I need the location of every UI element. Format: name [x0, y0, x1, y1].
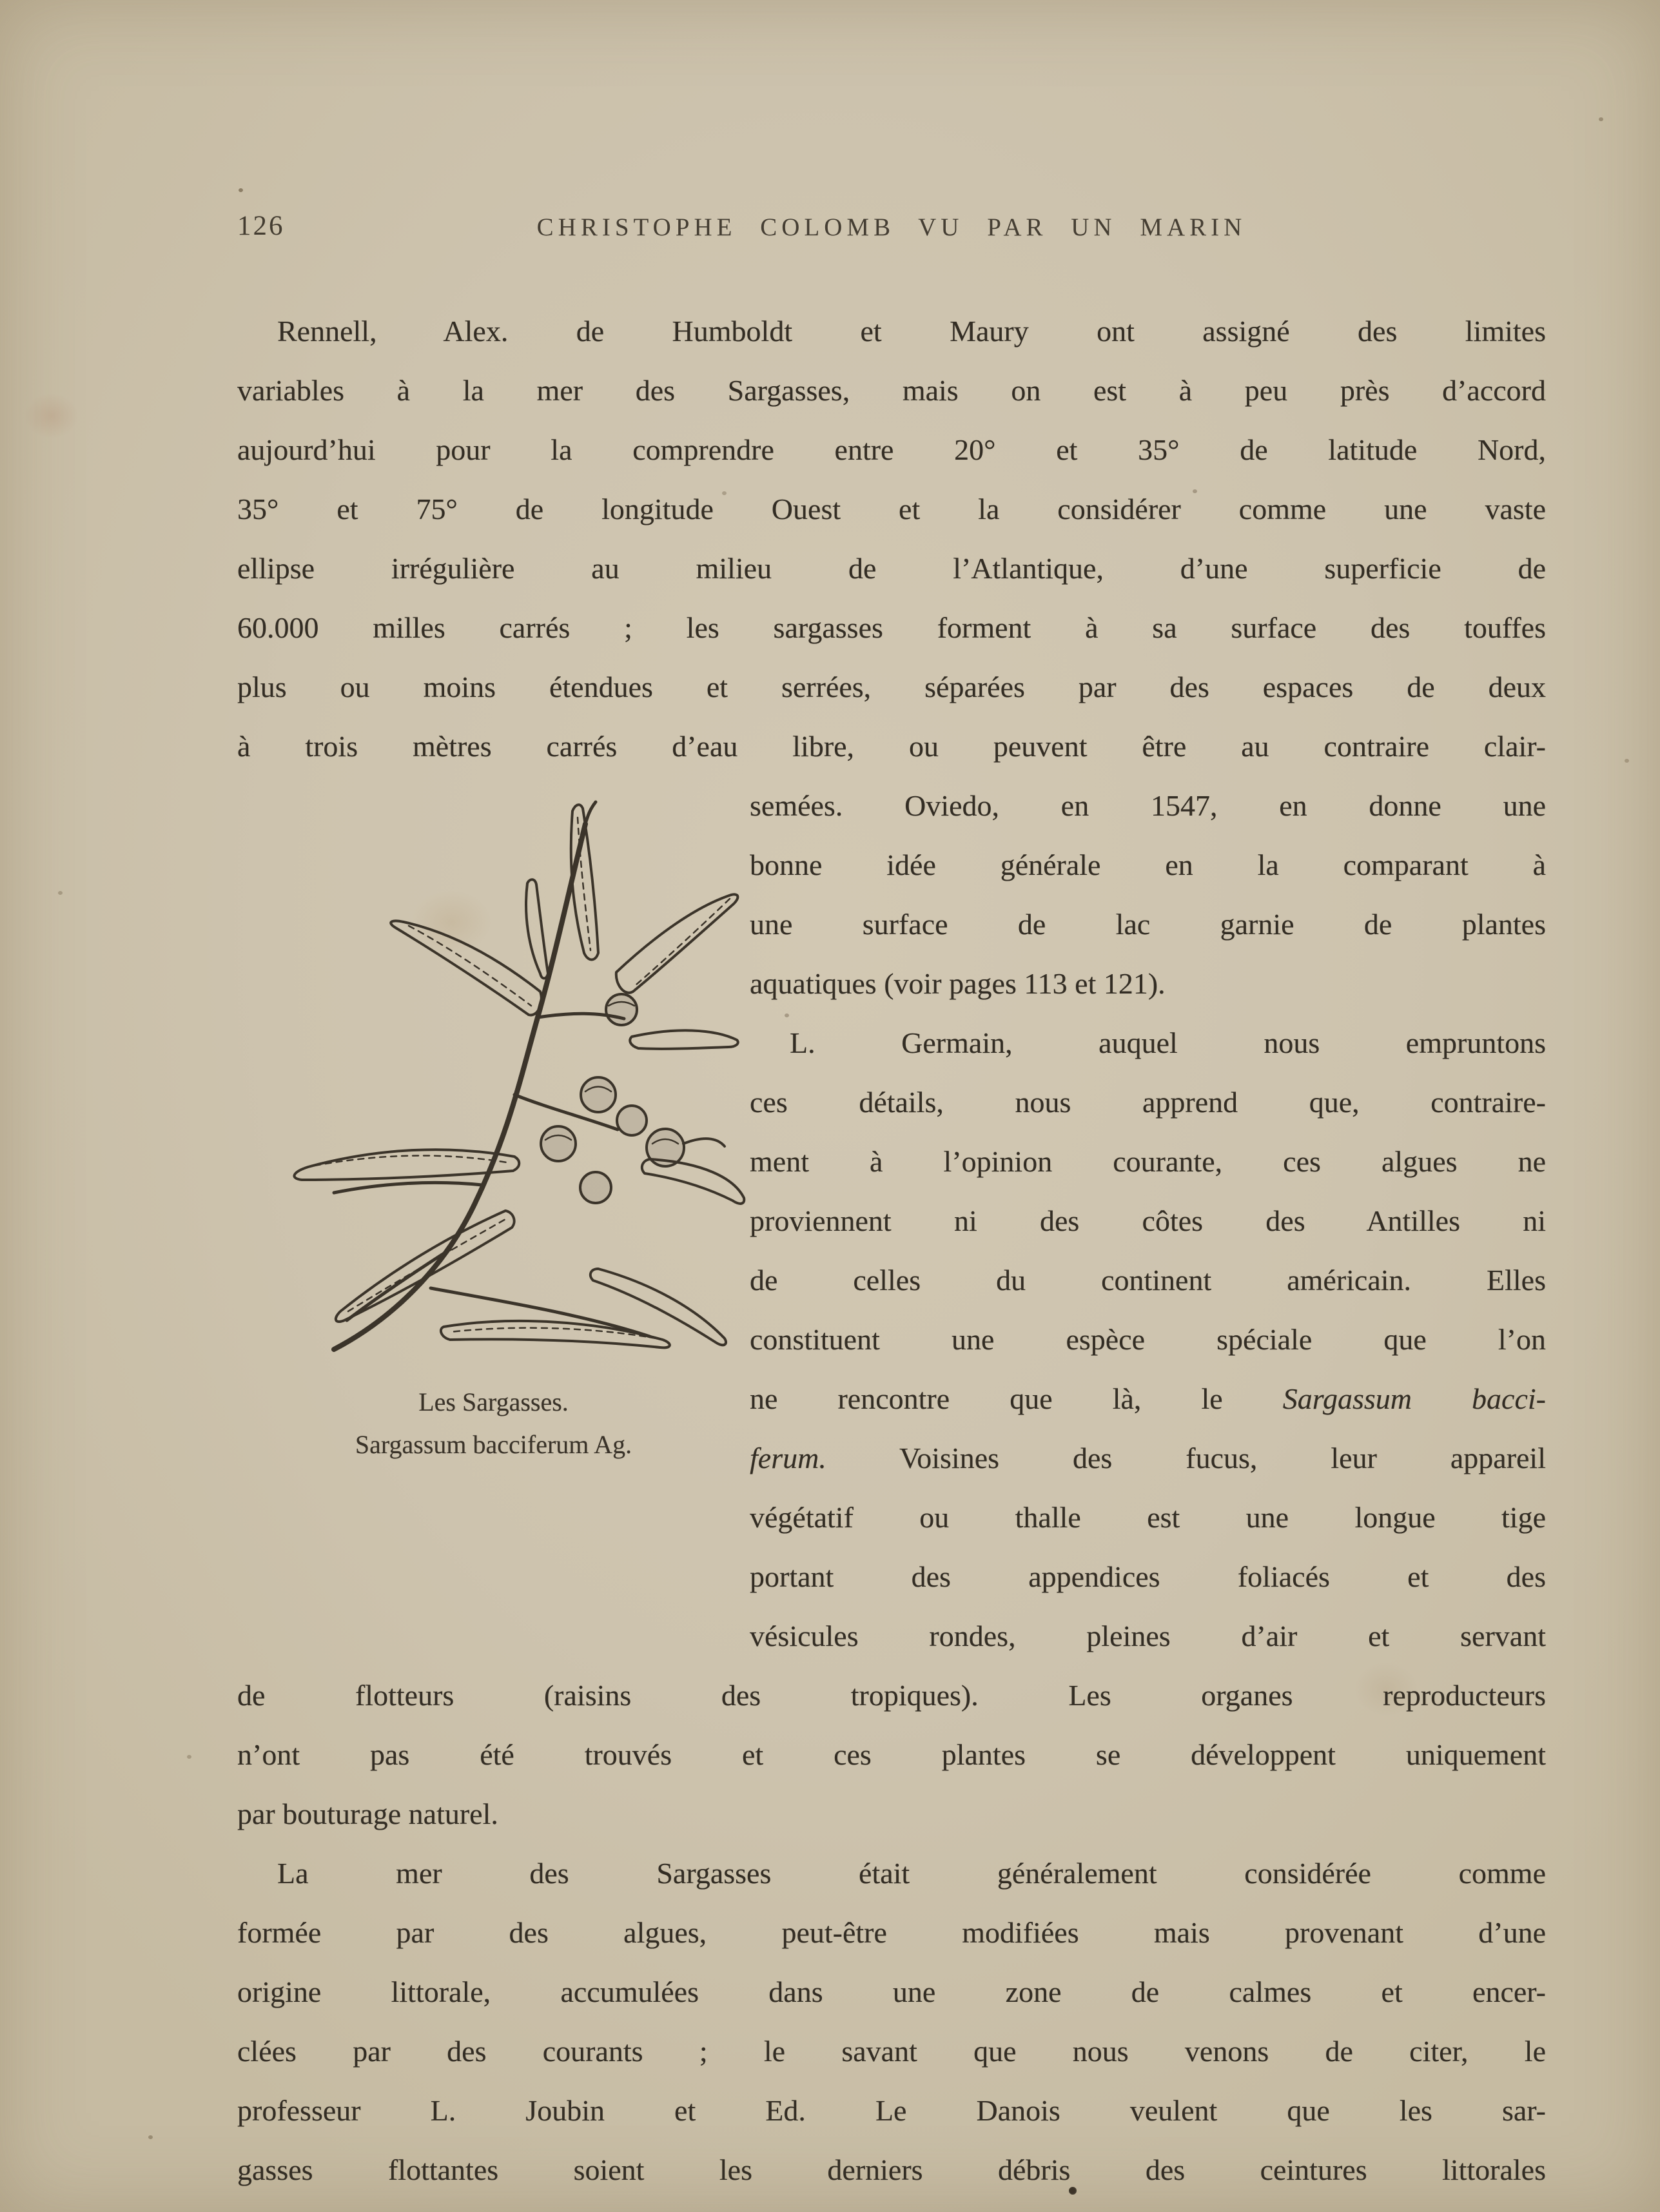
text-line: ellipse irrégulière au milieu de l’Atlantique, d’une superficie de — [237, 552, 1546, 585]
text-line: végétatif ou thalle est une longue tige — [750, 1501, 1546, 1534]
text-line: de flotteurs (raisins des tropiques). Les organes reproducteurs — [237, 1679, 1546, 1712]
text-line: formée par des algues, peut-être modifiées mais provenant d’une — [237, 1916, 1546, 1949]
paragraph-block-top — [237, 302, 1546, 776]
running-title: CHRISTOPHE COLOMB VU PAR UN MARIN — [536, 213, 1247, 241]
text-line: plus ou moins étendues et serrées, séparées par des espaces de deux — [237, 670, 1546, 703]
figure-block — [237, 776, 750, 1466]
text-line: ces détails, nous apprend que, contraire- — [750, 1086, 1546, 1119]
text-line: ferum. Voisines des fucus, leur appareil — [750, 1442, 1546, 1474]
text-line: n’ont pas été trouvés et ces plantes se développent uniquement — [237, 1738, 1546, 1771]
text-line: une surface de lac garnie de plantes — [750, 908, 1546, 941]
figure-caption-line2: Sargassum bacciferum Ag. — [355, 1430, 632, 1459]
paper-speck — [239, 188, 243, 192]
body-text — [237, 302, 1546, 2200]
paragraph-block-mid — [237, 1666, 1546, 1844]
text-line: ment à l’opinion courante, ces algues ne — [750, 1145, 1546, 1178]
text-line: bonne idée générale en la comparant à — [750, 848, 1546, 881]
text-line: par bouturage naturel. — [237, 1797, 498, 1830]
figure-caption — [237, 1381, 750, 1466]
text-line: clées par des courants ; le savant que nous venons de citer, le — [237, 2035, 1546, 2068]
text-line: proviennent ni des côtes des Antilles ni — [750, 1204, 1546, 1237]
running-header — [237, 208, 1546, 249]
text-line: La mer des Sargasses était généralement considérée comme — [277, 1857, 1546, 1890]
text-line: de celles du continent américain. Elles — [750, 1264, 1546, 1297]
figure-text-row — [237, 776, 1546, 1666]
text-line: 35° et 75° de longitude Ouest et la considérer comme une vaste — [237, 493, 1546, 525]
paragraph-block-bottom — [237, 1844, 1546, 2200]
text-line: L. Germain, auquel nous empruntons — [790, 1026, 1546, 1059]
page-content — [237, 208, 1546, 2200]
text-line: ne rencontre que là, le Sargassum bacci- — [750, 1382, 1546, 1415]
text-line: 60.000 milles carrés ; les sargasses forment à sa surface des touffes — [237, 611, 1546, 644]
text-line: vésicules rondes, pleines d’air et servant — [750, 1620, 1546, 1652]
text-line: professeur L. Joubin et Ed. Le Danois veulent que les sar- — [237, 2094, 1546, 2127]
text-line: aujourd’hui pour la comprendre entre 20° et 35° de latitude Nord, — [237, 433, 1546, 466]
text-line: gasses flottantes soient les derniers débris des ceintures littorales — [237, 2153, 1546, 2186]
text-line: constituent une espèce spéciale que l’on — [750, 1323, 1546, 1356]
text-line: à trois mètres carrés d’eau libre, ou peuvent être au contraire clair- — [237, 730, 1546, 763]
text-line: aquatiques (voir pages 113 et 121). — [750, 967, 1166, 1000]
sargassum-illustration — [237, 759, 750, 1372]
wrapped-text-column — [750, 776, 1546, 1666]
page-number: 126 — [237, 211, 285, 241]
text-line: origine littorale, accumulées dans une zone de calmes et encer- — [237, 1975, 1546, 2008]
text-line: portant des appendices foliacés et des — [750, 1560, 1546, 1593]
text-line: Rennell, Alex. de Humboldt et Maury ont assigné des limites — [277, 315, 1546, 347]
text-line: variables à la mer des Sargasses, mais on est à peu près d’accord — [237, 374, 1546, 407]
text-line: semées. Oviedo, en 1547, en donne une — [750, 789, 1546, 822]
figure-caption-line1: Les Sargasses. — [418, 1387, 569, 1416]
